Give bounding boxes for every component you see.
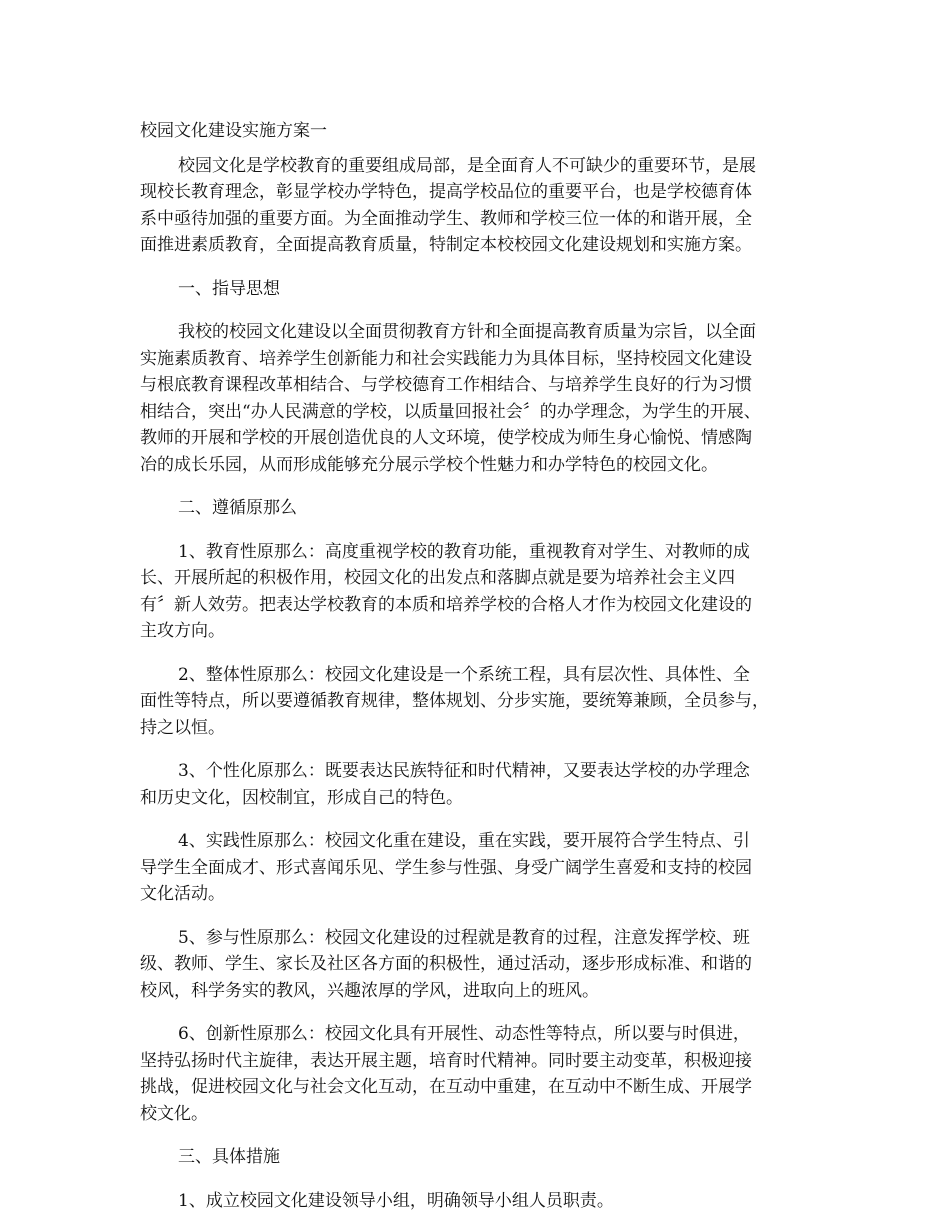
text-line: 长、开展所起的积极作用，校园文化的出发点和落脚点就是要为培养社会主义四 xyxy=(140,568,735,588)
paragraph-principle-4 xyxy=(140,828,830,908)
section-heading-guiding-ideology xyxy=(140,276,830,303)
text-line: 2、整体性原那么：校园文化建设是一个系统工程，具有层次性、具体性、全 xyxy=(178,664,750,685)
text-line: 5、参与性原那么：校园文化建设的过程就是教育的过程，注意发挥学校、班 xyxy=(178,927,750,948)
text-line: 教师的开展和学校的开展创造优良的人文环境，使学校成为师生身心愉悦、情感陶 xyxy=(140,428,752,448)
paragraph-principle-1 xyxy=(140,539,830,645)
section-heading-principles xyxy=(140,495,830,522)
text-line: 校文化。 xyxy=(140,1103,208,1124)
text-line: 挑战，促进校园文化与社会文化互动，在互动中重建，在互动中不断生成、开展学 xyxy=(140,1077,752,1097)
text-line: 3、个性化原那么：既要表达民族特征和时代精神，又要表达学校的办学理念 xyxy=(178,761,750,781)
text-line: 有〞新人效劳。把表达学校教育的本质和培养学校的合格人才作为校园文化建设的 xyxy=(140,594,752,615)
text-line: 持之以恒。 xyxy=(140,717,225,738)
text-line: 6、创新性原那么：校园文化具有开展性、动态性等特点，所以要与时俱进， xyxy=(178,1024,750,1044)
section-heading-measures xyxy=(140,1144,830,1171)
text-line: 冶的成长乐园，从而形成能够充分展示学校个性魅力和办学特色的校园文化。 xyxy=(140,454,718,475)
text-line: 1、成立校园文化建设领导小组，明确领导小组人员职责。 xyxy=(178,1190,614,1211)
text-line: 系中亟待加强的重要方面。为全面推动学生、教师和学校三位一体的和谐开展，全 xyxy=(140,208,752,229)
text-line: 坚持弘扬时代主旋律，表达开展主题，培育时代精神。同时要主动变革，积极迎接 xyxy=(140,1050,752,1071)
text-line: 1、教育性原那么：高度重视学校的教育功能，重视教育对学生、对教师的成 xyxy=(178,541,750,562)
text-line: 校园文化是学校教育的重要组成局部，是全面育人不可缺少的重要环节，是展 xyxy=(178,155,756,176)
paragraph-principle-6 xyxy=(140,1021,830,1127)
text-line: 校风，科学务实的教风，兴趣浓厚的学风，进取向上的班风。 xyxy=(140,980,599,1001)
paragraph-intro xyxy=(140,153,830,259)
paragraph-guiding-ideology xyxy=(140,319,830,478)
text-line: 面性等特点，所以要遵循教育规律，整体规划、分步实施，要统筹兼顾，全员参与， xyxy=(140,691,769,711)
paragraph-principle-5 xyxy=(140,925,830,1005)
text-line: 和历史文化，因校制宜，形成自己的特色。 xyxy=(140,787,463,808)
text-line: 二、遵循原那么 xyxy=(178,498,297,518)
text-line: 实施素质教育、培养学生创新能力和社会实践能力为具体目标，坚持校园文化建设 xyxy=(140,348,752,369)
text-line: 级、教师、学生、家长及社区各方面的积极性，通过活动，逐步形成标准、和谐的 xyxy=(140,954,752,974)
text-line: 导学生全面成才、形式喜闻乐见、学生参与性强、身受广阔学生喜爱和支持的校园 xyxy=(140,857,752,878)
text-line: 相结合，突出“办人民满意的学校，以质量回报社会〞的办学理念，为学生的开展、 xyxy=(140,401,761,422)
text-line: 三、具体措施 xyxy=(178,1147,280,1167)
text-line: 现校长教育理念，彰显学校办学特色，提高学校品位的重要平台，也是学校德育体 xyxy=(140,182,752,202)
paragraph-principle-3 xyxy=(140,758,830,811)
text-line: 主攻方向。 xyxy=(140,621,225,641)
text-line: 文化活动。 xyxy=(140,884,225,904)
text-line: 我校的校园文化建设以全面贯彻教育方针和全面提高教育质量为宗旨，以全面 xyxy=(178,322,756,342)
text-line: 与根底教育课程改革相结合、与学校德育工作相结合、与培养学生良好的行为习惯 xyxy=(140,375,752,395)
document-title: 校园文化建设实施方案一 xyxy=(140,121,327,141)
text-line: 4、实践性原那么：校园文化重在建设，重在实践，要开展符合学生特点、引 xyxy=(178,831,750,851)
paragraph-measure-1 xyxy=(140,1188,830,1215)
document-page xyxy=(140,118,830,1231)
text-line: 一、指导思想 xyxy=(178,278,280,299)
paragraph-principle-2 xyxy=(140,662,830,742)
text-line: 面推进素质教育，全面提高教育质量，特制定本校校园文化建设规划和实施方案。 xyxy=(140,235,752,255)
